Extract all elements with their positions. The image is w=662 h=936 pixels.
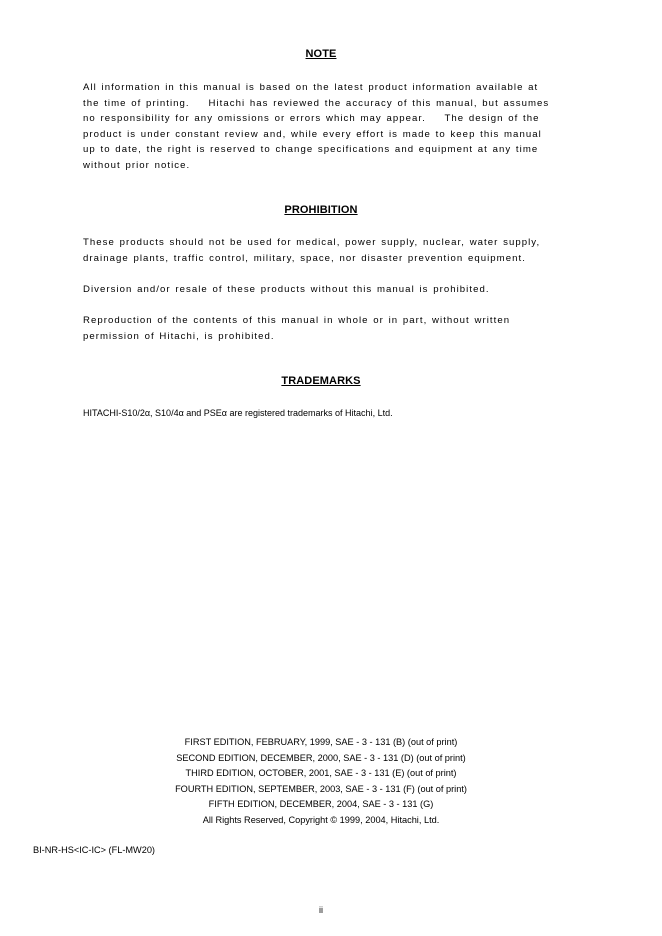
prohibition-paragraph-2: [83, 282, 563, 298]
note-line: the time of printing. Hitachi has reviewed the accuracy of this manual, but assumes: [83, 97, 550, 109]
prohibition-line: Diversion and/or resale of these products without this manual is prohibited.: [83, 284, 490, 295]
note-line: product is under constant review and, while every effort is made to keep this manual: [83, 128, 542, 140]
page-number: ii: [319, 905, 323, 915]
note-line: All information in this manual is based on the latest product information available at: [83, 82, 539, 93]
prohibition-heading: PROHIBITION: [284, 204, 358, 216]
prohibition-paragraph-1: [83, 235, 563, 266]
edition-line: FIFTH EDITION, DECEMBER, 2004, SAE - 3 - 131 (G): [208, 799, 434, 809]
prohibition-paragraph-3: [83, 313, 563, 344]
copyright-line: All Rights Reserved, Copyright © 1999, 2004, Hitachi, Ltd.: [202, 814, 440, 825]
note-heading: NOTE: [305, 48, 337, 60]
prohibition-line: These products should not be used for medical, power supply, nuclear, water supply,: [83, 237, 541, 248]
prohibition-line: Reproduction of the contents of this manual in whole or in part, without written: [83, 315, 511, 326]
prohibition-line: drainage plants, traffic control, military, space, nor disaster prevention equipment.: [83, 252, 526, 264]
edition-history: [0, 735, 642, 828]
document-id: BI-NR-HS<IC-IC> (FL-MW20): [33, 845, 155, 855]
edition-line: FIRST EDITION, FEBRUARY, 1999, SAE - 3 - 131 (B) (out of print): [184, 737, 458, 747]
prohibition-line: permission of Hitachi, is prohibited.: [83, 330, 275, 342]
edition-line: SECOND EDITION, DECEMBER, 2000, SAE - 3 - 131 (D) (out of print): [176, 752, 466, 763]
note-line: without prior notice.: [83, 159, 191, 171]
edition-line: THIRD EDITION, OCTOBER, 2001, SAE - 3 - 131 (E) (out of print): [185, 768, 457, 778]
trademarks-heading: TRADEMARKS: [281, 375, 361, 387]
note-line: no responsibility for any omissions or errors which may appear. The design of the: [83, 113, 540, 125]
edition-line: FOURTH EDITION, SEPTEMBER, 2003, SAE - 3 - 131 (F) (out of print): [175, 783, 467, 794]
note-line: up to date, the right is reserved to change specifications and equipment at any time: [83, 144, 539, 156]
note-paragraph: [83, 80, 563, 174]
trademarks-text: HITACHI-S10/2α, S10/4α and PSEα are registered trademarks of Hitachi, Ltd.: [83, 408, 393, 418]
